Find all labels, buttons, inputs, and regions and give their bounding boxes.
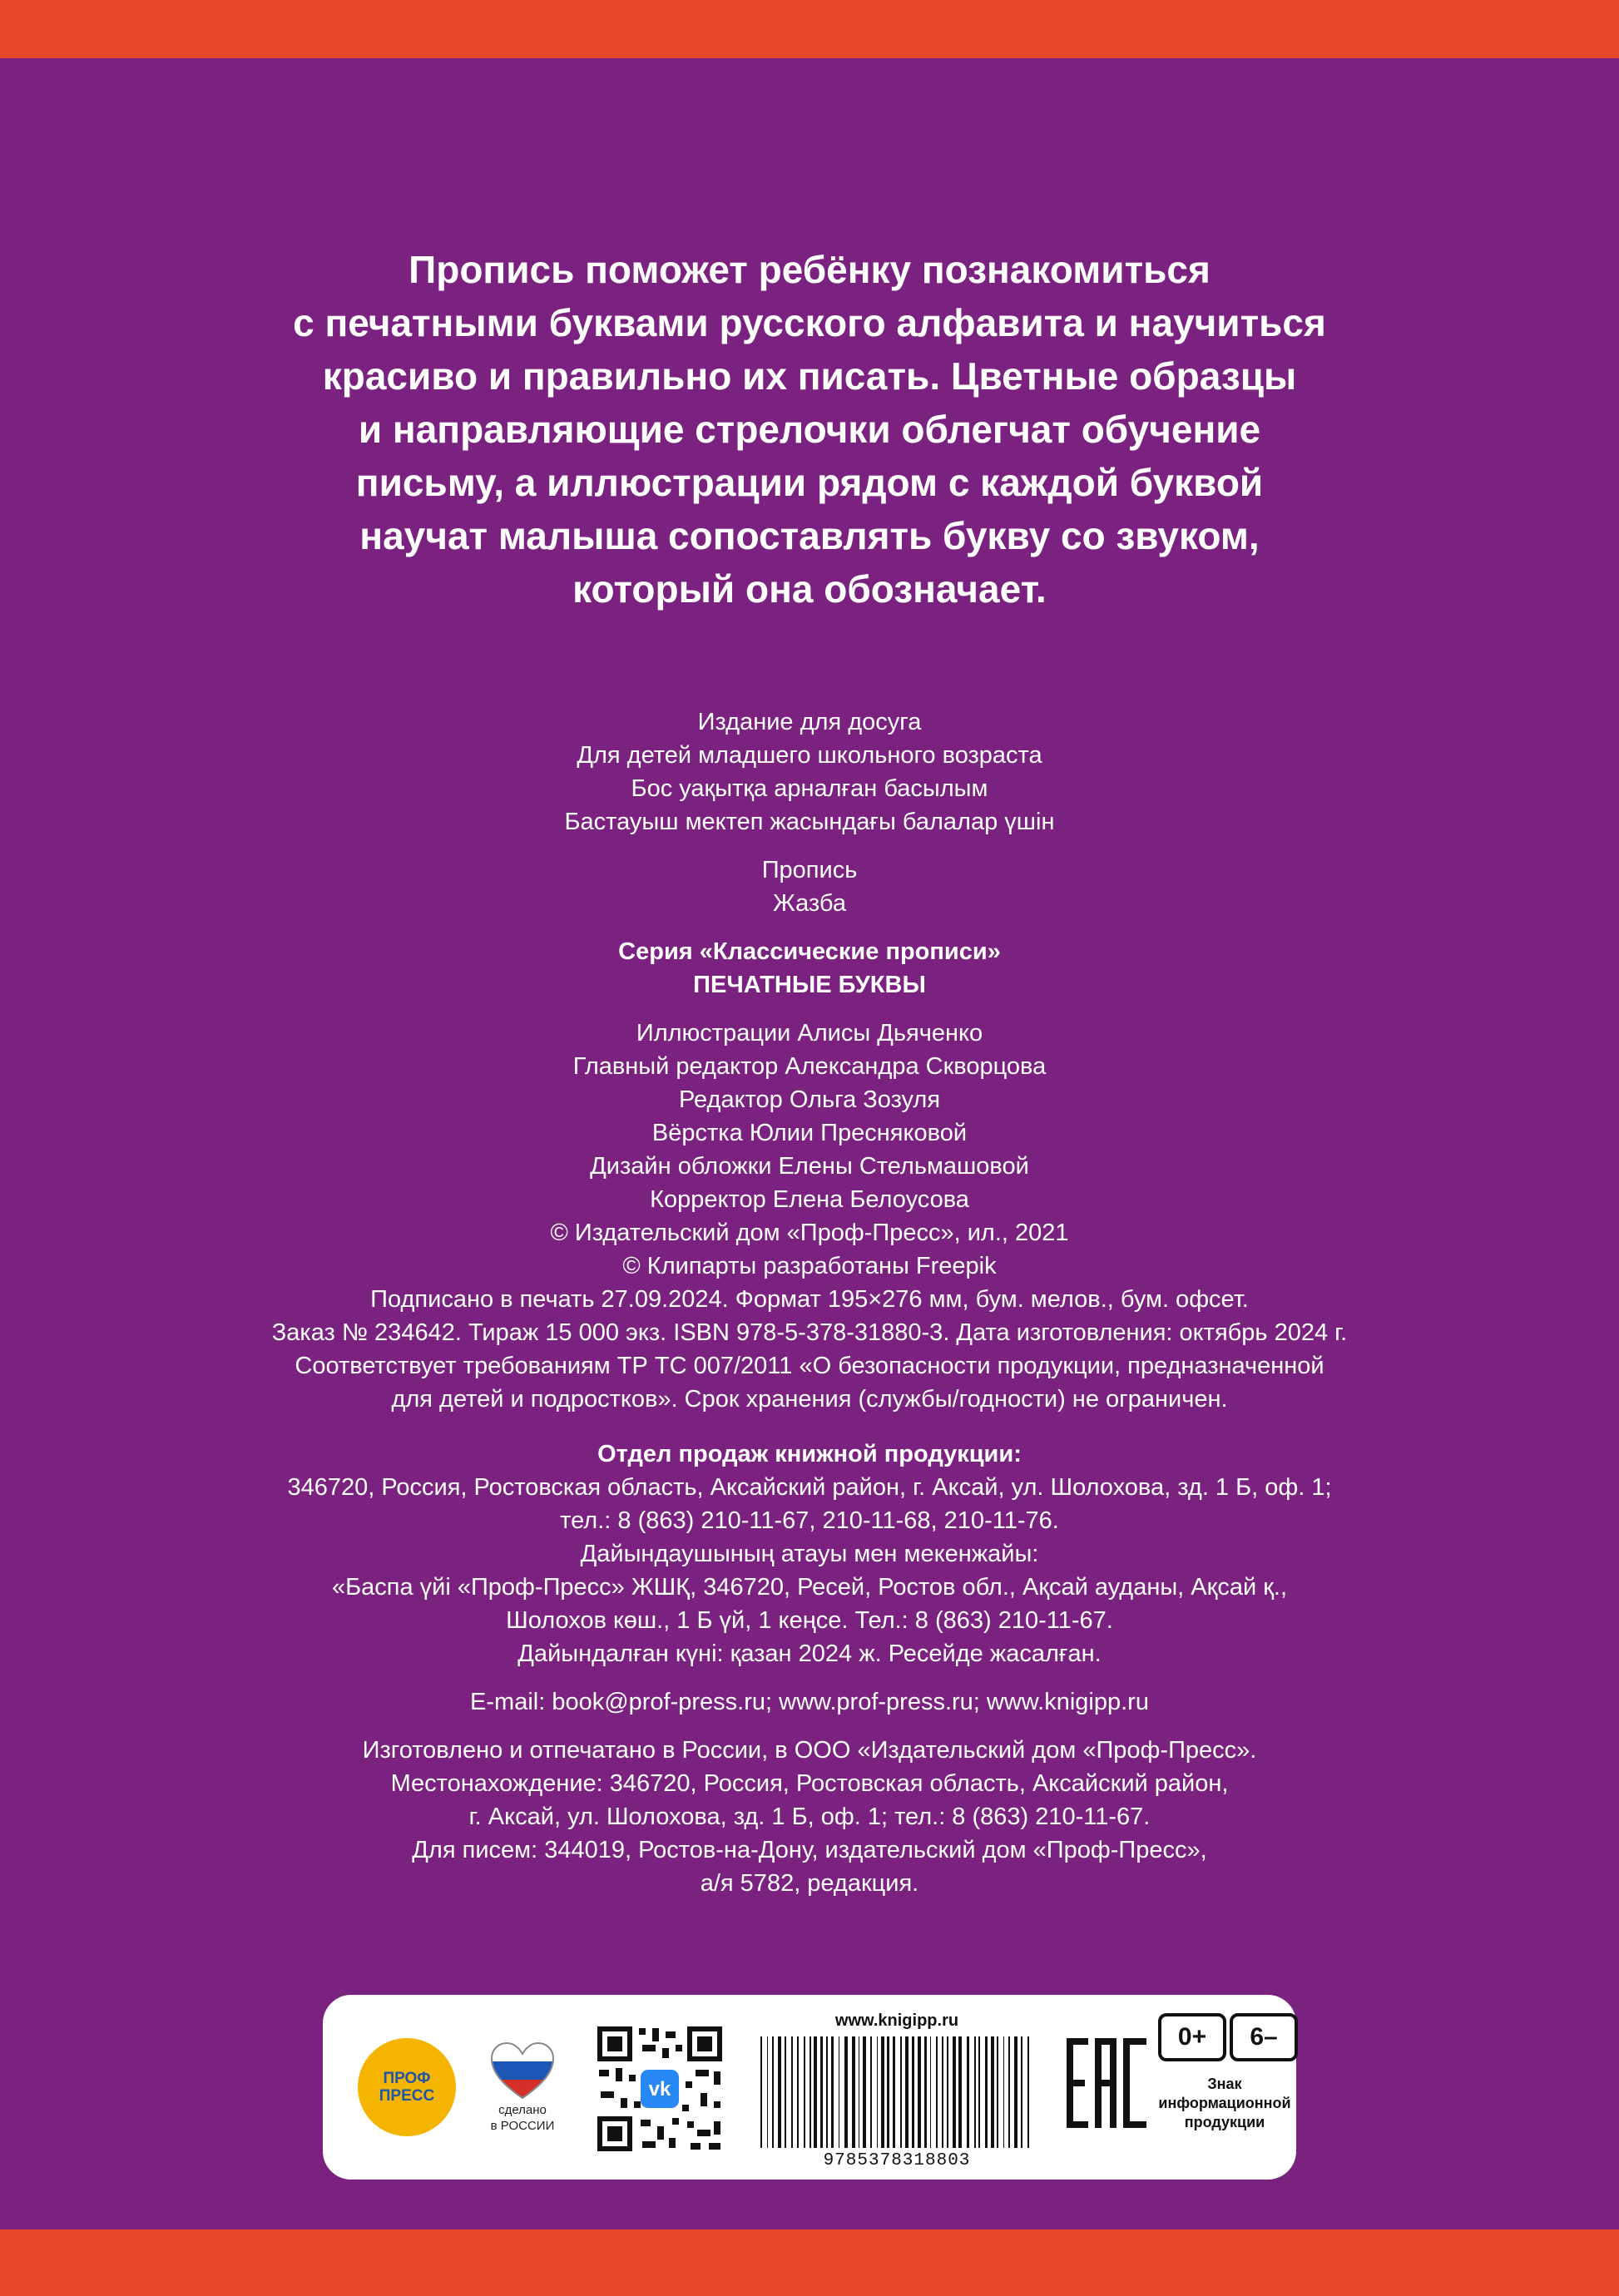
logo-text: ПРОФ ПРЕСС (379, 2070, 435, 2105)
spacer (125, 920, 1494, 935)
print-info-line: Соответствует требованиям ТР ТС 007/2011 «О безопасности продукции, предназначенной (295, 1353, 1324, 1379)
genre-line: Жазба (773, 890, 846, 917)
vk-icon: vk (648, 2078, 671, 2101)
sales-line: «Баспа үйі «Проф-Пресс» ЖШҚ, 346720, Ресей, Ростов обл., Ақсай ауданы, Ақсай қ., (331, 1574, 1288, 1601)
credit-line: Вёрстка Юлии Пресняковой (651, 1120, 968, 1146)
barcode-bar (778, 2036, 781, 2148)
barcode-bar (1021, 2036, 1022, 2148)
barcode-bar (820, 2036, 823, 2148)
blurb-line: который она обозначает. (572, 567, 1047, 611)
blurb-line: Пропись поможет ребёнку познакомиться (408, 248, 1211, 291)
barcode-bar (936, 2036, 938, 2148)
blurb-line: и направляющие стрелочки облегчат обучение (358, 408, 1261, 451)
credit-line: Иллюстрации Алисы Дьяченко (636, 1020, 983, 1047)
credit-line: Корректор Елена Белоусова (650, 1186, 969, 1213)
barcode-bar (1003, 2036, 1004, 2148)
barcode-bar (877, 2036, 878, 2148)
barcode-bar (863, 2036, 866, 2148)
age-rating-0: 0+ (1158, 2013, 1226, 2061)
audience-line: Бастауыш мектеп жасындағы балалар үшін (564, 809, 1055, 835)
barcode-bar (930, 2036, 931, 2148)
spacer (125, 1416, 1494, 1437)
spacer (125, 839, 1494, 854)
barcode-number: 9785378318803 (823, 2151, 971, 2170)
sales-line: Дайындалған күні: қазан 2024 ж. Ресейде жасалған. (517, 1640, 1102, 1667)
description-blurb (166, 243, 1453, 616)
sign-line: Знак (1207, 2076, 1242, 2092)
print-info-line: Подписано в печать 27.09.2024. Формат 195×276 мм, бум. мелов., бум. офсет. (370, 1286, 1249, 1313)
barcode-bar (887, 2036, 889, 2148)
manufacturer-line: Для писем: 344019, Ростов-на-Дону, издательский дом «Проф-Пресс», (412, 1837, 1207, 1863)
audience-line: Бос уақытқа арналған басылым (631, 775, 988, 802)
sales-heading: Отдел продаж книжной продукции: (597, 1441, 1022, 1467)
spacer (125, 1719, 1494, 1734)
barcode-bar (985, 2036, 988, 2148)
manufacturer-line: Изготовлено и отпечатано в России, в ООО «Издательский дом «Проф-Пресс». (362, 1737, 1257, 1764)
barcode-bar (974, 2036, 976, 2148)
barcode-bar (804, 2036, 805, 2148)
barcode-bar (905, 2036, 909, 2148)
sales-line: Шолохов көш., 1 Б үй, 1 кеңсе. Тел.: 8 (863) 210-11-67. (506, 1607, 1113, 1634)
barcode-bar (967, 2036, 969, 2148)
barcode-bar (947, 2036, 948, 2148)
isbn-barcode (755, 2036, 1038, 2148)
info-product-sign (1151, 2075, 1298, 2132)
barcode-bar (991, 2036, 994, 2148)
print-info-line: Заказ № 234642. Тираж 15 000 экз. ISBN 978-5-378-31880-3. Дата изготовления: октябрь 2024 г. (271, 1319, 1348, 1346)
barcode-bar (767, 2036, 768, 2148)
blurb-line: красиво и правильно их писать. Цветные образцы (322, 354, 1297, 398)
copyright-line: © Клипарты разработаны Freepik (622, 1253, 997, 1279)
barcode-bar (810, 2036, 811, 2148)
qr-code[interactable] (592, 2021, 727, 2156)
eac-mark (1063, 2033, 1150, 2133)
series-title: Серия «Классические прописи» (618, 938, 1001, 965)
barcode-bar (1014, 2036, 1017, 2148)
barcode-bar (772, 2036, 774, 2148)
blurb-line: письму, а иллюстрации рядом с каждой буквой (355, 461, 1264, 504)
genre-line: Пропись (761, 857, 858, 883)
made-in-line: сделано (498, 2103, 547, 2117)
audience-line: Для детей младшего школьного возраста (577, 742, 1042, 769)
sign-line: продукции (1184, 2114, 1265, 2130)
manufacturer-line: г. Аксай, ул. Шолохова, зд. 1 Б, оф. 1; тел.: 8 (863) 210-11-67. (468, 1804, 1151, 1830)
made-in-line: в РОССИИ (490, 2119, 555, 2133)
barcode-bar (797, 2036, 799, 2148)
barcode-bar (997, 2036, 998, 2148)
age-rating-6: 6– (1230, 2013, 1298, 2061)
barcode-bar (785, 2036, 786, 2148)
website-url[interactable]: www.knigipp.ru (834, 2011, 959, 2030)
sales-line: тел.: 8 (863) 210-11-67, 210-11-68, 210-11-76. (560, 1507, 1059, 1534)
barcode-bar (760, 2036, 762, 2148)
barcode-bar (881, 2036, 884, 2148)
spacer (125, 1670, 1494, 1685)
made-in-russia-badge (474, 2041, 571, 2141)
barcode-bar (791, 2036, 793, 2148)
barcode-bar (831, 2036, 834, 2148)
barcode-bar (918, 2036, 921, 2148)
blurb-line: с печатными буквами русского алфавита и научиться (293, 301, 1326, 344)
barcode-bar (852, 2036, 855, 2148)
manufacturer-line: Местонахождение: 346720, Россия, Ростовская область, Аксайский район, (390, 1770, 1229, 1797)
barcode-bar (978, 2036, 980, 2148)
sign-line: информационной (1158, 2095, 1291, 2111)
credit-line: Главный редактор Александра Скворцова (572, 1053, 1047, 1080)
barcode-bar (1008, 2036, 1010, 2148)
barcode-bar (1027, 2036, 1029, 2148)
manufacturer-line: а/я 5782, редакция. (700, 1870, 919, 1897)
barcode-bar (893, 2036, 895, 2148)
barcode-bar (900, 2036, 902, 2148)
barcode-bar (953, 2036, 956, 2148)
blurb-line: научат малыша сопоставлять букву со звуком, (359, 514, 1260, 557)
audience-line: Издание для досуга (697, 709, 922, 735)
book-title: ПЕЧАТНЫЕ БУКВЫ (693, 972, 926, 998)
print-info-line: для детей и подростков». Срок хранения (службы/годности) не ограничен. (391, 1386, 1228, 1413)
barcode-bar (814, 2036, 817, 2148)
publisher-logo (358, 2038, 456, 2136)
web-line: E-mail: book@prof-press.ru; www.prof-press.ru; www.knigipp.ru (470, 1689, 1149, 1715)
barcode-bar (844, 2036, 848, 2148)
barcode-bar (870, 2036, 872, 2148)
credit-line: Редактор Ольга Зозуля (678, 1086, 941, 1113)
footer-panel (323, 1995, 1296, 2180)
barcode-bar (924, 2036, 927, 2148)
imprint-block (125, 705, 1494, 1900)
barcode-bar (958, 2036, 962, 2148)
credit-line: Дизайн обложки Елены Стельмашовой (590, 1153, 1029, 1180)
barcode-bar (826, 2036, 828, 2148)
heart-flag-icon (490, 2041, 555, 2101)
spacer (125, 1002, 1494, 1017)
sales-line: Дайындаушының атауы мен мекенжайы: (580, 1541, 1039, 1567)
barcode-bar (942, 2036, 943, 2148)
sales-line: 346720, Россия, Ростовская область, Аксайский район, г. Аксай, ул. Шолохова, зд. 1 Б, оф. 1; (287, 1474, 1332, 1501)
barcode-bar (912, 2036, 914, 2148)
purple-background (0, 58, 1619, 2229)
copyright-line: © Издательский дом «Проф-Пресс», ил., 2021 (550, 1220, 1069, 1246)
